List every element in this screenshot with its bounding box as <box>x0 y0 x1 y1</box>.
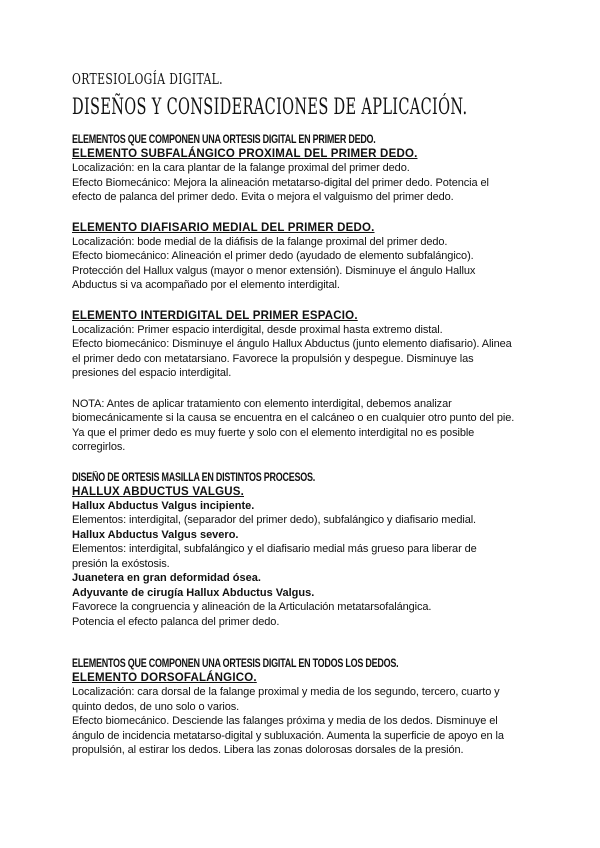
element-title-diafisario: ELEMENTO DIAFISARIO MEDIAL DEL PRIMER DEDO. <box>72 221 375 234</box>
paragraph-line: presiones del espacio interdigital. <box>72 367 232 379</box>
paragraph-line: Potencia el efecto palanca del primer dedo. <box>72 615 280 628</box>
dorsofalangico-dot: . <box>253 672 257 684</box>
paragraph-line: Efecto biomecánico: Disminuye el ángulo Hallux Abductus (junto elemento diafisario). Alinea <box>72 338 512 350</box>
paragraph-line: propulsión, al estirar los dedos. Libera las zonas dolorosas dorsales de la presión. <box>72 744 464 756</box>
paragraph-line: Localización: bode medial de la diáfisis de la falange proximal del primer dedo. <box>72 235 448 248</box>
paragraph-line: Efecto Biomecánico: Mejora la alineación metatarso-digital del primer dedo. Potencia el <box>72 176 489 189</box>
case-title: Juanetera en gran deformidad ósea. <box>72 572 261 584</box>
paragraph-line: Favorece la congruencia y alineación de la Articulación metatarsofalángica. <box>72 601 432 613</box>
document-subtitle: DISEÑOS Y CONSIDERACIONES DE APLICACIÓN. <box>72 95 468 120</box>
note-line: NOTA: Antes de aplicar tratamiento con elemento interdigital, debemos analizar <box>72 397 452 410</box>
paragraph-line: presión la exóstosis. <box>72 557 170 570</box>
element-title-interdigital: ELEMENTO INTERDIGITAL DEL PRIMER ESPACIO. <box>72 309 358 322</box>
case-title: Hallux Abductus Valgus incipiente. <box>72 499 255 512</box>
section-heading-diseno-ortesis: DISEÑO DE ORTESIS MASILLA EN DISTINTOS PROCESOS. <box>72 471 315 484</box>
paragraph-line: Localización: Primer espacio interdigital, desde proximal hasta extremo distal. <box>72 323 443 336</box>
case-title: Hallux Abductus Valgus severo. <box>72 528 239 541</box>
subheading-hallux-abductus-valgus: HALLUX ABDUCTUS VALGUS. <box>72 485 244 498</box>
paragraph-line: efecto de palanca del primer dedo. Evita o mejora el valguismo del primer dedo. <box>72 191 454 203</box>
element-title-dorsofalangico <box>72 671 532 685</box>
paragraph-line: Elementos: interdigital, (separador del primer dedo), subfalángico y diafisario medial. <box>72 514 477 526</box>
note-line: corregirlos. <box>72 441 126 453</box>
paragraph-line: Protección del Hallux valgus (mayor o menor extensión). Disminuye el ángulo Hallux <box>72 264 476 277</box>
element-title-subfalangico: ELEMENTO SUBFALÁNGICO PROXIMAL DEL PRIMER DEDO. <box>72 148 418 160</box>
section-heading-todos-dedos: ELEMENTOS QUE COMPONEN UNA ORTESIS DIGITAL EN TODOS LOS DEDOS. <box>72 658 399 670</box>
section-heading-primer-dedo: ELEMENTOS QUE COMPONEN UNA ORTESIS DIGITAL EN PRIMER DEDO. <box>72 134 376 146</box>
note-line: Ya que el primer dedo es muy fuerte y solo con el elemento interdigital no es posible <box>72 426 475 439</box>
case-title: Adyuvante de cirugía Hallux Abductus Valgus. <box>72 586 315 599</box>
paragraph-line: el primer dedo con metatarsiano. Favorece la propulsión y despegue. Disminuye las <box>72 352 474 365</box>
paragraph-line: Localización: en la cara plantar de la falange proximal del primer dedo. <box>72 162 410 174</box>
note-line: biomecánicamente si la causa se encuentra en el calcáneo o en cualquier otro punto del pie. <box>72 412 515 424</box>
document-body <box>72 133 532 758</box>
paragraph-line: quinto dedos, de uno solo o varios. <box>72 700 240 713</box>
paragraph-line: Efecto biomecánico. Desciende las falanges próxima y media de los dedos. Disminuye el <box>72 715 498 727</box>
document-title: ORTESIOLOGÍA DIGITAL. <box>72 70 223 88</box>
paragraph-line: Abductus si va acompañado por el elemento interdigital. <box>72 279 340 291</box>
paragraph-line: Efecto biomecánico: Alineación el primer dedo (ayudado de elemento subfalángico). <box>72 250 474 262</box>
paragraph-line: Elementos: interdigital, subfalángico y el diafisario medial más grueso para liberar de <box>72 543 477 555</box>
paragraph-line: Localización: cara dorsal de la falange proximal y media de los segundo, tercero, cuarto y <box>72 686 500 698</box>
dorsofalangico-label: ELEMENTO DORSOFALÁNGICO <box>72 672 254 684</box>
paragraph-line: ángulo de incidencia metatarso-digital y subluxación. Aumenta la superficie de apoyo en la <box>72 729 504 742</box>
